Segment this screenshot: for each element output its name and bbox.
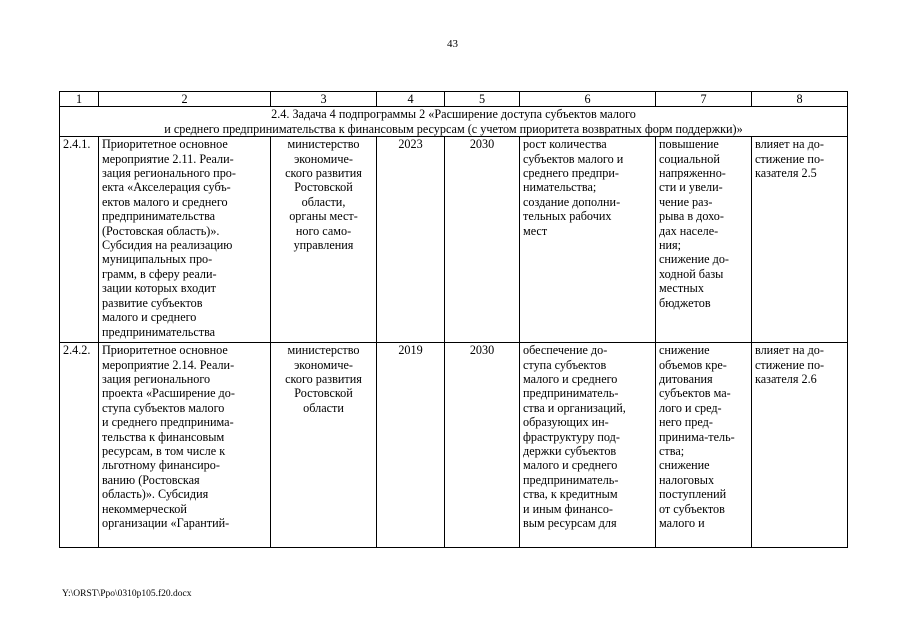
column-number: 2 <box>99 92 271 107</box>
cell-text-line: ния; <box>659 238 682 253</box>
row-number: 2.4.2. <box>60 343 99 548</box>
cell-text-line: и среднего предпринима- <box>102 415 234 430</box>
cell-text-line: екта «Акселерация субъ- <box>102 180 231 195</box>
measures-table <box>59 91 848 548</box>
cell-text-line: налоговых <box>659 472 715 487</box>
cell-text-line: малого и <box>659 516 705 531</box>
cell-text-line: проекта «Расширение до- <box>102 386 235 401</box>
expected-result <box>520 137 656 343</box>
cell-text-line: зации которых входит <box>102 281 216 296</box>
cell-text-line: области, <box>301 194 346 209</box>
measure-name <box>99 343 271 548</box>
non-implementation-consequences <box>656 343 752 548</box>
cell-text-line: ходной базы <box>659 266 724 281</box>
cell-text-line: малого и среднего <box>523 372 618 387</box>
table-row <box>60 343 848 548</box>
cell-text-line: фраструктуру под- <box>523 429 620 444</box>
cell-text-line: Ростовской <box>294 386 353 401</box>
cell-text-line: ства, к кредитным <box>523 487 618 502</box>
cell-text-line: создание дополни- <box>523 194 621 209</box>
cell-text-line: снижение <box>659 458 710 473</box>
column-number: 6 <box>520 92 656 107</box>
expected-result <box>520 343 656 548</box>
cell-text-line: влияет на до- <box>755 343 824 358</box>
cell-text-line: дах населе- <box>659 223 719 238</box>
cell-text-line: развитие субъектов <box>102 295 203 310</box>
cell-text-line: вым ресурсам для <box>523 516 617 531</box>
cell-text-line: некоммерческой <box>102 501 187 516</box>
cell-text-line: ектов малого и среднего <box>102 194 228 209</box>
cell-text-line: от субъектов <box>659 501 725 516</box>
cell-text-line: зация регионального про- <box>102 166 236 181</box>
cell-text-line: повышение <box>659 137 719 152</box>
cell-text-line: дитования <box>659 372 713 387</box>
executor <box>271 137 377 343</box>
cell-text-line: сти и увели- <box>659 180 723 195</box>
section-title-line: и среднего предпринимательства к финансовым ресурсам (с учетом приоритета возвратных форм поддержки)» <box>164 121 743 136</box>
cell-text-line: чение раз- <box>659 194 713 209</box>
page-number: 43 <box>447 38 458 50</box>
table-row <box>60 137 848 343</box>
cell-text-line: органы мест- <box>289 209 358 224</box>
cell-text-line: и иным финансо- <box>523 501 613 516</box>
cell-text-line: рост количества <box>523 137 607 152</box>
cell-text-line: управления <box>293 238 354 253</box>
cell-text-line: него пред- <box>659 415 713 430</box>
cell-text-line: субъектов ма- <box>659 386 731 401</box>
row-number: 2.4.1. <box>60 137 99 343</box>
cell-text-line: лого и сред- <box>659 400 722 415</box>
cell-text-line: муниципальных про- <box>102 252 213 267</box>
file-path-footer: Y:\ORST\Ppo\0310p105.f20.docx <box>62 589 192 599</box>
section-title-row <box>60 107 848 137</box>
column-numbers-row <box>60 92 848 107</box>
cell-text-line: снижение <box>659 343 710 358</box>
start-year: 2019 <box>377 343 445 548</box>
cell-text-line: Ростовской <box>294 180 353 195</box>
cell-text-line: тельства к финансовым <box>102 429 225 444</box>
cell-text-line: экономиче- <box>294 357 353 372</box>
cell-text-line: предпринимательства <box>102 209 216 224</box>
cell-text-line: области <box>303 400 344 415</box>
cell-text-line: зация регионального <box>102 372 211 387</box>
cell-text-line: Приоритетное основное <box>102 343 228 358</box>
cell-text-line: министерство <box>287 137 360 152</box>
cell-text-line: среднего предпри- <box>523 166 619 181</box>
cell-text-line: Приоритетное основное <box>102 137 228 152</box>
cell-text-line: малого и среднего <box>102 310 197 325</box>
cell-text-line: предприниматель- <box>523 472 619 487</box>
section-title <box>60 107 848 137</box>
start-year: 2023 <box>377 137 445 343</box>
cell-text-line: нимательства; <box>523 180 597 195</box>
indicator-link <box>752 137 848 343</box>
cell-text-line: ступа субъектов <box>523 357 607 372</box>
column-number: 4 <box>377 92 445 107</box>
non-implementation-consequences <box>656 137 752 343</box>
cell-text-line: область)». Субсидия <box>102 487 209 502</box>
cell-text-line: ресурсам, в том числе к <box>102 444 226 459</box>
cell-text-line: местных <box>659 281 704 296</box>
cell-text-line: экономиче- <box>294 151 353 166</box>
column-number: 8 <box>752 92 848 107</box>
cell-text-line: стижение по- <box>755 357 825 372</box>
column-number: 7 <box>656 92 752 107</box>
cell-text-line: казателя 2.5 <box>755 166 817 181</box>
cell-text-line: объемов кре- <box>659 357 727 372</box>
column-number: 5 <box>445 92 520 107</box>
end-year: 2030 <box>445 137 520 343</box>
cell-text-line: образующих ин- <box>523 415 609 430</box>
cell-text-line: ства и организаций, <box>523 400 626 415</box>
column-number: 3 <box>271 92 377 107</box>
cell-text-line: рыва в дохо- <box>659 209 724 224</box>
cell-text-line: казателя 2.6 <box>755 372 817 387</box>
executor <box>271 343 377 548</box>
cell-text-line: ства; <box>659 444 685 459</box>
cell-text-line: Субсидия на реализацию <box>102 238 233 253</box>
cell-text-line: поступлений <box>659 487 727 502</box>
cell-text-line: грамм, в сферу реали- <box>102 266 217 281</box>
cell-text-line: льготному финансиро- <box>102 458 220 473</box>
cell-text-line: ступа субъектов малого <box>102 400 225 415</box>
cell-text-line: субъектов малого и <box>523 151 624 166</box>
cell-text-line: бюджетов <box>659 295 711 310</box>
cell-text-line: ского развития <box>285 372 362 387</box>
cell-text-line: предприниматель- <box>523 386 619 401</box>
cell-text-line: ского развития <box>285 166 362 181</box>
end-year: 2030 <box>445 343 520 548</box>
cell-text-line: социальной <box>659 151 720 166</box>
cell-text-line: министерство <box>287 343 360 358</box>
cell-text-line: организации «Гарантий- <box>102 516 230 531</box>
cell-text-line: стижение по- <box>755 151 825 166</box>
cell-text-line: (Ростовская область)». <box>102 223 220 238</box>
column-number: 1 <box>60 92 99 107</box>
cell-text-line: снижение до- <box>659 252 729 267</box>
measure-name <box>99 137 271 343</box>
cell-text-line: тельных рабочих <box>523 209 612 224</box>
cell-text-line: малого и среднего <box>523 458 618 473</box>
section-title-line: 2.4. Задача 4 подпрограммы 2 «Расширение доступа субъектов малого <box>271 107 636 122</box>
cell-text-line: мест <box>523 223 548 238</box>
cell-text-line: обеспечение до- <box>523 343 608 358</box>
cell-text-line: мероприятие 2.14. Реали- <box>102 357 235 372</box>
indicator-link <box>752 343 848 548</box>
cell-text-line: мероприятие 2.11. Реали- <box>102 151 234 166</box>
cell-text-line: держки субъектов <box>523 444 617 459</box>
cell-text-line: ванию (Ростовская <box>102 472 200 487</box>
cell-text-line: принима-тель- <box>659 429 735 444</box>
cell-text-line: напряженно- <box>659 166 726 181</box>
cell-text-line: ного само- <box>295 223 352 238</box>
cell-text-line: влияет на до- <box>755 137 824 152</box>
cell-text-line: предпринимательства <box>102 324 216 339</box>
